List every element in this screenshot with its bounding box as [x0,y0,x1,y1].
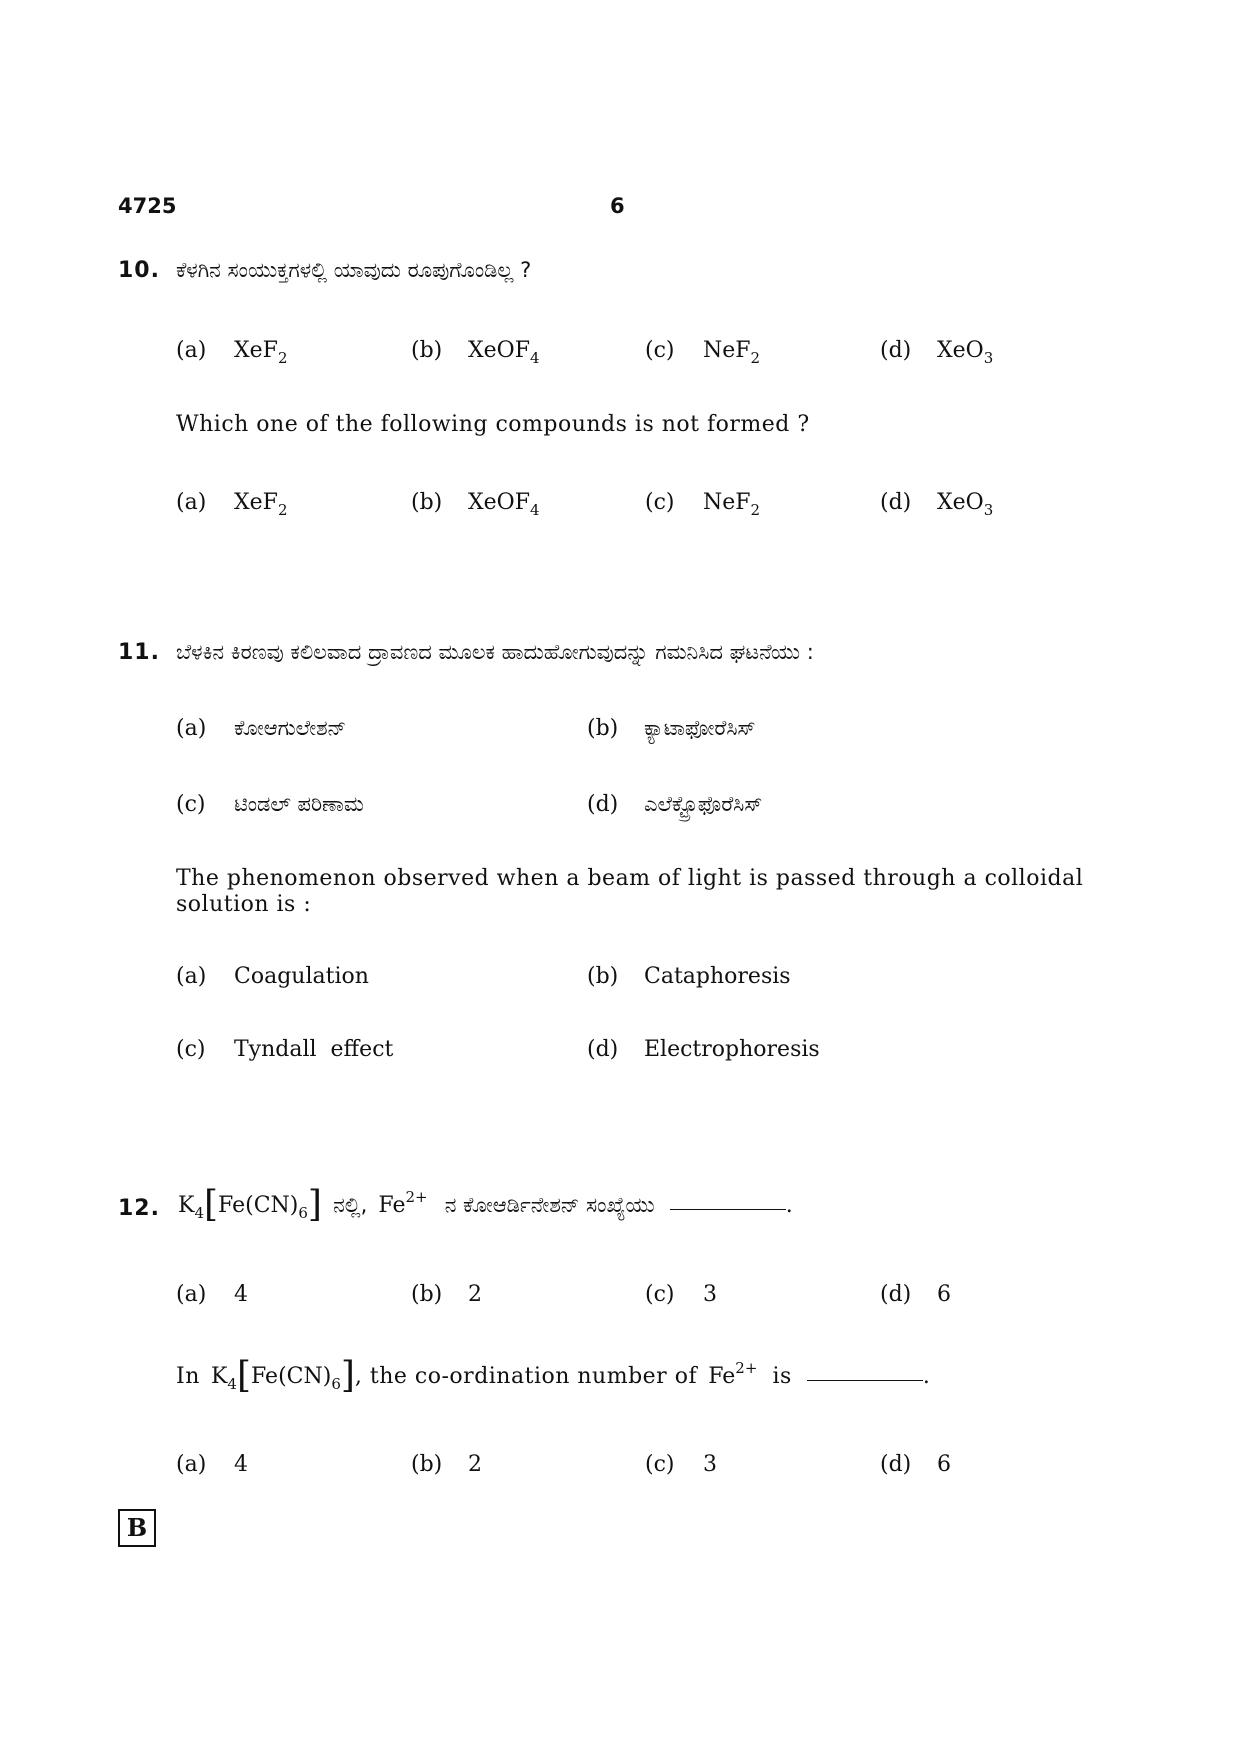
option-value: 3 [703,1282,717,1307]
option-label: (d) [587,792,619,817]
option-value: XeO$_3$ [937,338,994,367]
option-label: (b) [587,716,619,741]
formula-k4-fe-cn6: $K_4[Fe(CN)_6]$ [210,1355,355,1396]
option-value: ಕೋಆಗುಲೇಶನ್ [234,716,347,740]
formula-fe2plus: $Fe^{2+}$ [378,1188,428,1218]
option-value: 6 [937,1452,951,1477]
option-label: (c) [176,1037,206,1062]
booklet-code-box: B [118,1509,156,1547]
option-label: (c) [645,1282,675,1307]
page-number: 6 [610,194,625,218]
option-label: (c) [645,338,675,363]
q10-english-text: Which one of the following compounds is not formed ? [176,412,810,437]
option-label: (d) [880,338,912,363]
option-value: Electrophoresis [644,1037,820,1062]
option-label: (d) [587,1037,619,1062]
option-value: Coagulation [234,964,369,989]
option-label: (a) [176,338,207,363]
option-label: (c) [645,1452,675,1477]
option-value: 2 [468,1452,482,1477]
option-value: Cataphoresis [644,964,791,989]
q11-english-text-line2: solution is : [176,892,312,917]
option-label: (a) [176,1282,207,1307]
option-label: (d) [880,1282,912,1307]
option-value: XeOF$_4$ [468,490,540,519]
option-label: (d) [880,490,912,515]
answer-blank [670,1208,786,1210]
question-number-12: 12. [118,1196,160,1221]
option-value: ಕ್ಯಾಟಾಫೋರೆಸಿಸ್ [644,716,756,740]
question-number-11: 11. [118,640,160,665]
formula-k4-fe-cn6: $K_4[Fe(CN)_6]$ [178,1184,322,1225]
q12-english-text: In $K_4[Fe(CN)_6]$, the co-ordination number of $Fe^{2+}$ is . [176,1355,930,1396]
option-label: (c) [176,792,206,817]
q11-kannada-text: ಬೆಳಕಿನ ಕಿರಣವು ಕಲಿಲವಾದ ದ್ರಾವಣದ ಮೂಲಕ ಹಾದುಹೋಗುವುದನ್ನು ಗಮನಿಸಿದ ಘಟನೆಯು : [176,640,814,664]
option-label: (c) [645,490,675,515]
option-label: (d) [880,1452,912,1477]
option-value: XeF$_2$ [234,338,288,367]
option-value: XeO$_3$ [937,490,994,519]
option-label: (a) [176,490,207,515]
option-value: ಎಲೆಕ್ಟ್ರೊಫೊರೆಸಿಸ್ [644,792,763,816]
formula-fe2plus: $Fe^{2+}$ [708,1359,758,1389]
answer-blank [807,1379,923,1381]
option-label: (b) [411,338,443,363]
option-label: (a) [176,716,207,741]
option-label: (a) [176,1452,207,1477]
q11-english-text-line1: The phenomenon observed when a beam of light is passed through a colloidal [176,866,1084,891]
option-value: 2 [468,1282,482,1307]
option-label: (b) [411,1282,443,1307]
option-label: (a) [176,964,207,989]
q10-kannada-text: ಕೆಳಗಿನ ಸಂಯುಕ್ತಗಳಲ್ಲಿ ಯಾವುದು ರೂಪುಗೊಂಡಿಲ್ಲ ? [176,258,532,282]
paper-code: 4725 [118,194,177,218]
option-value: NeF$_2$ [703,490,761,519]
option-label: (b) [411,1452,443,1477]
option-value: 4 [234,1282,248,1307]
option-label: (b) [587,964,619,989]
option-label: (b) [411,490,443,515]
option-value: ಟಿಂಡಲ್ ಪರಿಣಾಮ [234,792,364,816]
option-value: NeF$_2$ [703,338,761,367]
option-value: XeOF$_4$ [468,338,540,367]
option-value: XeF$_2$ [234,490,288,519]
q12-kannada-text: $K_4[Fe(CN)_6]$ ನಲ್ಲಿ, $Fe^{2+}$ ನ ಕೋಆರ್ಡಿನೇಶನ್ ಸಂಖ್ಯೆಯು . [178,1184,793,1225]
option-value: Tyndall effect [234,1037,394,1062]
question-number-10: 10. [118,258,160,283]
option-value: 3 [703,1452,717,1477]
option-value: 4 [234,1452,248,1477]
option-value: 6 [937,1282,951,1307]
